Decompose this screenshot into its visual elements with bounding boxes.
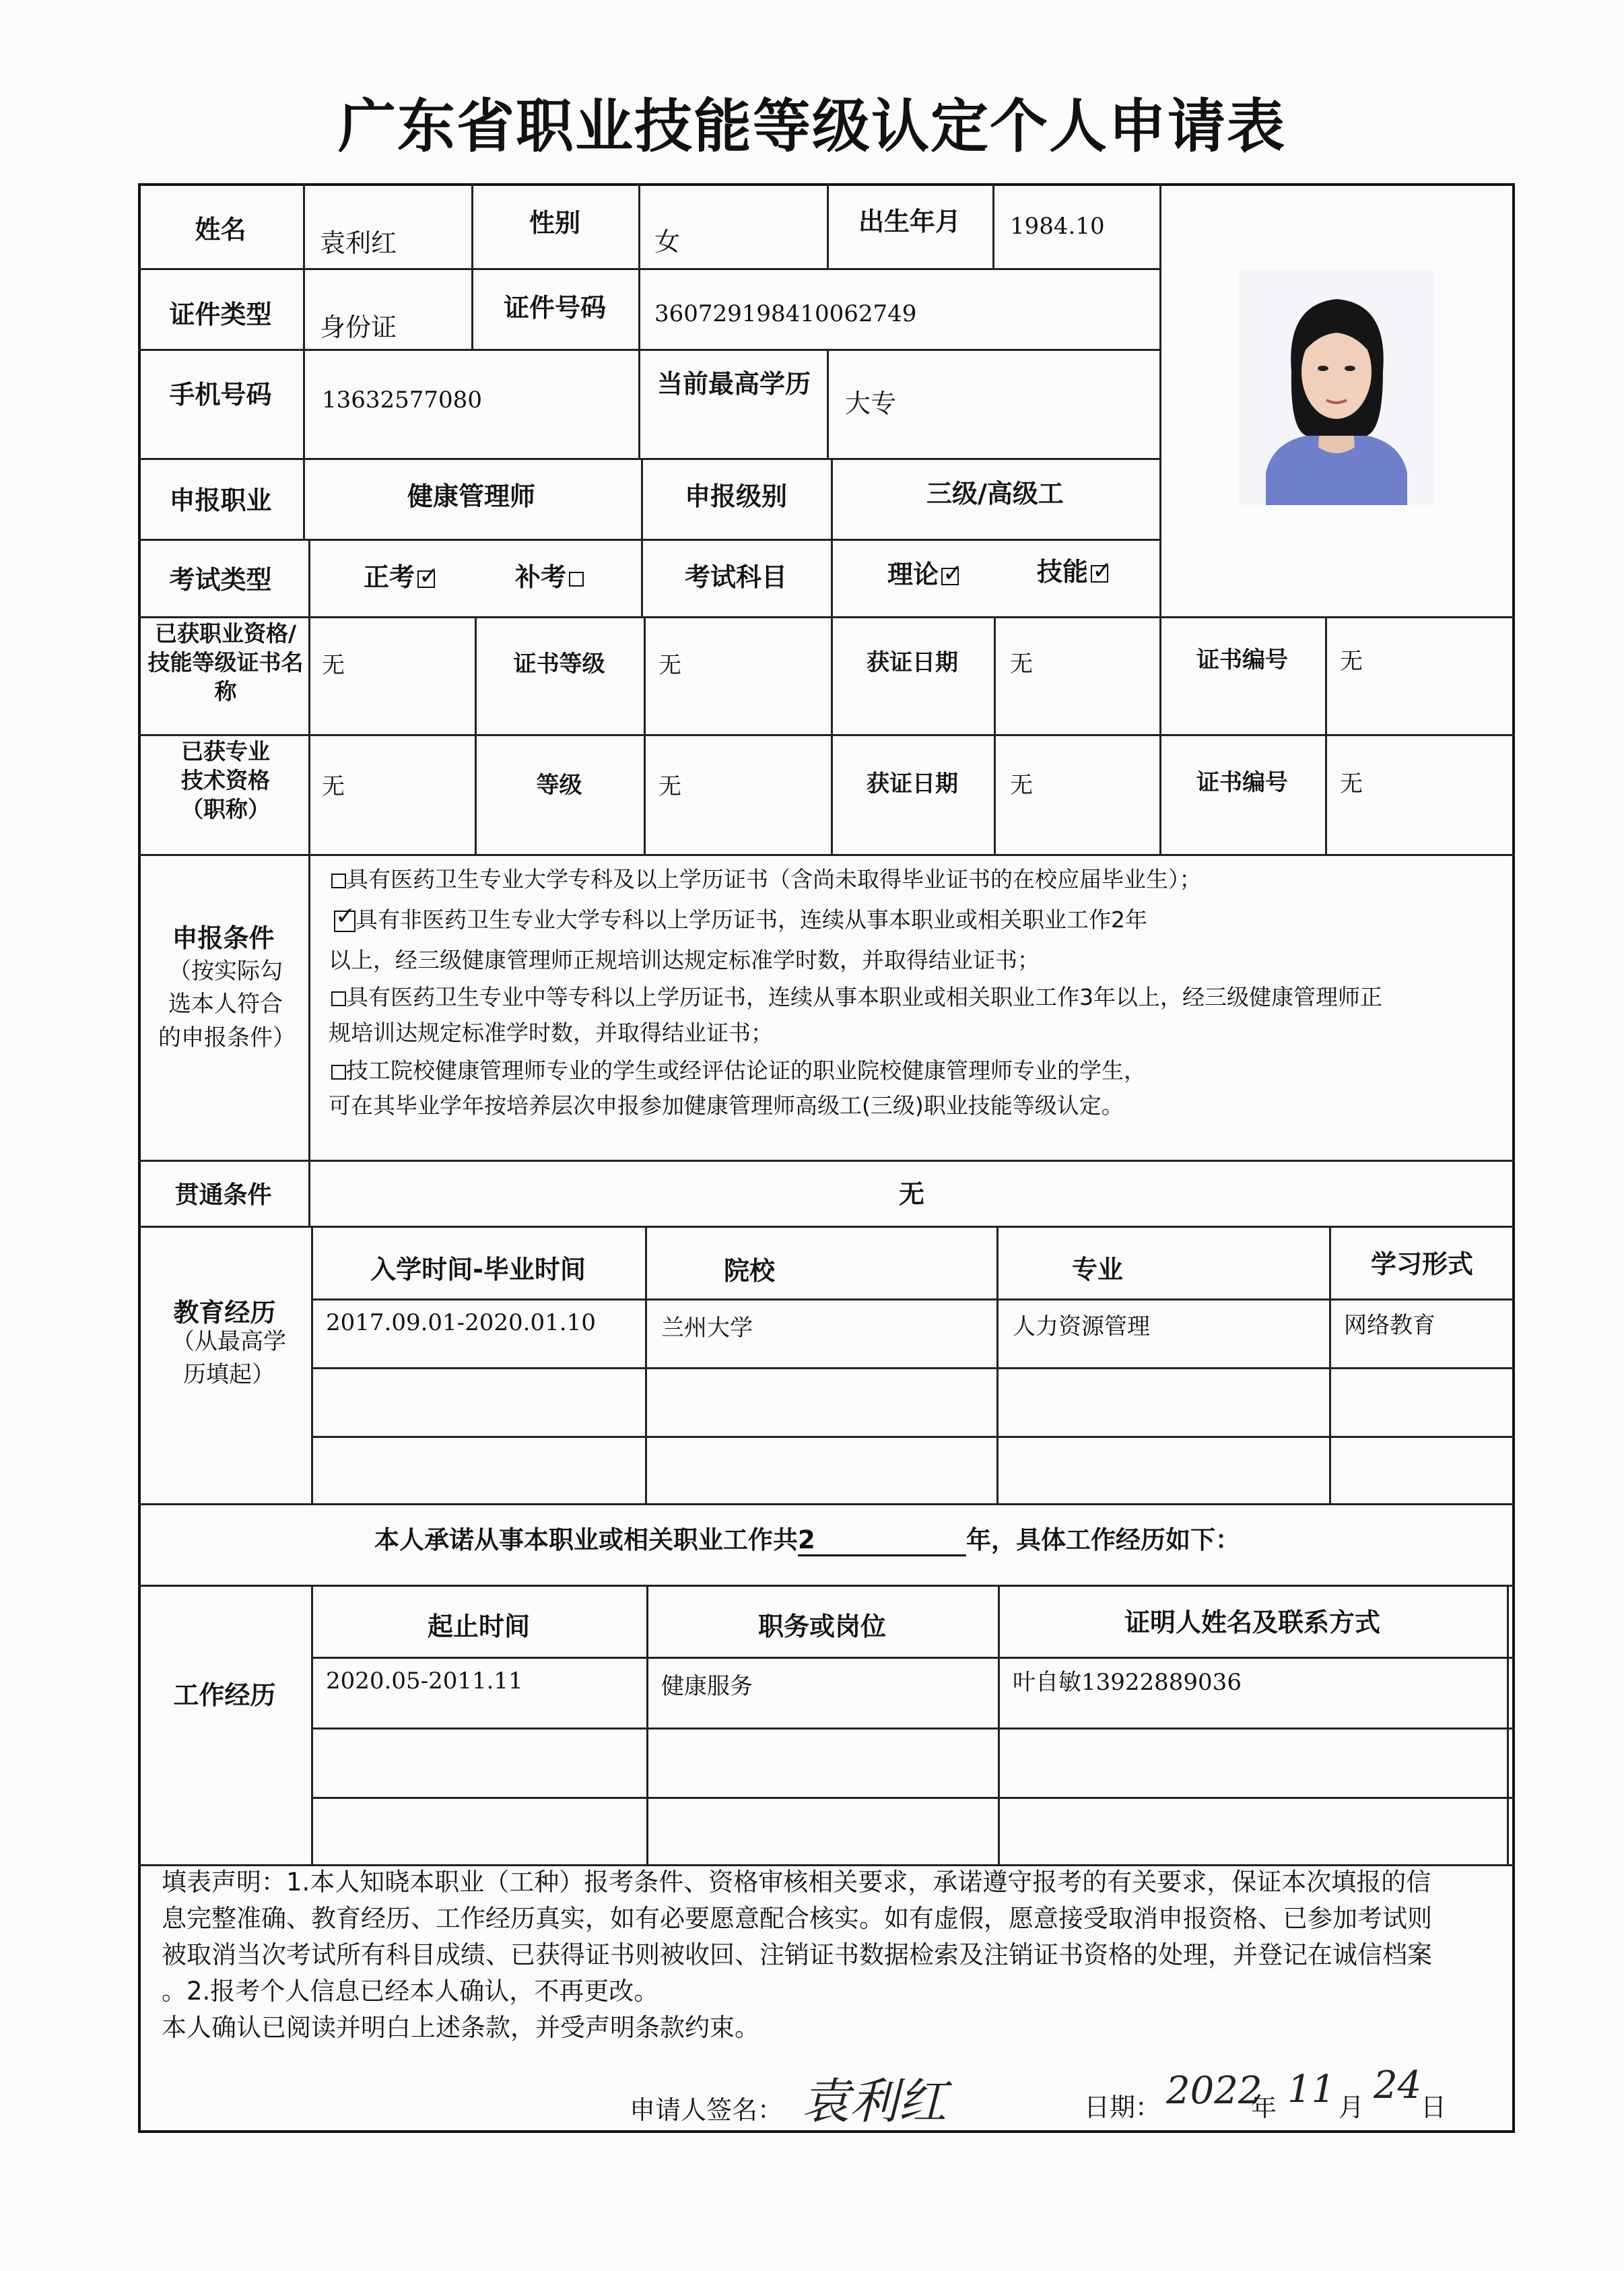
- commitment-years-value: 2: [798, 1525, 815, 1554]
- date-year[interactable]: 2022: [1166, 2069, 1262, 2113]
- existing-cert-grade-label: 证书等级: [513, 651, 605, 678]
- existing-cert-date-label: 获证日期: [867, 649, 958, 676]
- sign-label: 申请人签名：: [630, 2095, 784, 2125]
- existing-cert-value[interactable]: 无: [322, 652, 345, 679]
- existing-title-date-label: 获证日期: [867, 770, 958, 797]
- commitment-prefix: 本人承诺从事本职业或相关职业工作共: [374, 1525, 798, 1554]
- condition-4-text: 技工院校健康管理师专业的学生或经评估论证的职业院校健康管理师专业的学生，: [346, 1057, 1146, 1084]
- work-row-1-position[interactable]: 健康服务: [661, 1673, 753, 1700]
- occupation-label: 申报职业: [169, 486, 272, 515]
- edu-label: 当前最高学历: [656, 369, 811, 399]
- conditions-hint: （按实际勾选本人符合的申报条件）: [158, 958, 296, 1051]
- edu-value[interactable]: 大专: [845, 389, 897, 418]
- education-hint: （从最高学历填起）: [172, 1328, 286, 1389]
- occupation-value[interactable]: 健康管理师: [407, 482, 535, 511]
- education-header-period: 入学时间-毕业时间: [370, 1255, 586, 1284]
- date-day[interactable]: 24: [1374, 2064, 1422, 2107]
- idno-value[interactable]: 360729198410062749: [654, 300, 917, 327]
- work-header-period: 起止时间: [427, 1612, 530, 1641]
- education-label: 教育经历: [173, 1298, 276, 1327]
- exam-regular-text: 正考: [364, 562, 415, 592]
- subject-theory-checkbox[interactable]: [941, 568, 959, 585]
- education-header-school: 院校: [723, 1256, 775, 1286]
- subject-theory-option[interactable]: [887, 554, 959, 591]
- condition-3-cont: 规培训达规定标准学时数，并取得结业证书；: [329, 1020, 773, 1046]
- idtype-value[interactable]: 身份证: [320, 312, 397, 342]
- education-header-mode: 学习形式: [1370, 1249, 1473, 1279]
- declaration-line-4: 。2.报考个人信息已经本人确认，不再更改。: [162, 1977, 659, 2006]
- declaration: [162, 1864, 1501, 2046]
- condition-4-checkbox[interactable]: [331, 1065, 346, 1080]
- date-month[interactable]: 11: [1287, 2068, 1336, 2111]
- subject-skill-option[interactable]: [1037, 551, 1108, 588]
- existing-cert-no-label: 证书编号: [1196, 647, 1288, 673]
- birth-label: 出生年月: [858, 207, 961, 236]
- condition-3-checkbox[interactable]: [331, 991, 346, 1006]
- condition-item-3[interactable]: [329, 980, 1382, 1012]
- birth-value[interactable]: 1984.10: [1010, 213, 1105, 240]
- existing-title-grade-label: 等级: [536, 772, 582, 799]
- education-row-1-school[interactable]: 兰州大学: [661, 1315, 753, 1342]
- education-row-1-major[interactable]: 人力资源管理: [1013, 1313, 1150, 1340]
- phone-value[interactable]: 13632577080: [322, 387, 482, 414]
- subject-skill-checkbox[interactable]: [1091, 565, 1108, 583]
- existing-title-value[interactable]: 无: [322, 773, 345, 800]
- existing-cert-grade[interactable]: 无: [658, 652, 681, 679]
- condition-2-text: 具有非医药卫生专业大学专科以上学历证书，连续从事本职业或相关职业工作2年: [356, 907, 1147, 933]
- condition-1-text: 具有医药卫生专业大学专科及以上学历证书（含尚未取得毕业证书的在校应届毕业生）；: [346, 866, 1202, 892]
- declaration-line-2: 息完整准确、教育经历、工作经历真实，如有必要愿意配合核实。如有虚假，愿意接受取消申报资格、已参加考试则: [162, 1904, 1432, 1933]
- condition-4-cont: 可在其毕业学年按培养层次申报参加健康管理师高级工(三级)职业技能等级认定。: [329, 1092, 1124, 1119]
- condition-item-4[interactable]: [329, 1053, 1146, 1085]
- exam-makeup-text: 补考: [515, 562, 567, 592]
- existing-title-label: 已获专业技术资格（职称）: [181, 738, 270, 822]
- condition-item-1[interactable]: [329, 862, 1202, 894]
- condition-3-text: 具有医药卫生专业中等专科以上学历证书，连续从事本职业或相关职业工作3年以上，经三级健康管理师正: [346, 984, 1382, 1010]
- education-row-1-period[interactable]: 2017.09.01-2020.01.10: [326, 1309, 596, 1336]
- level-label: 申报级别: [684, 482, 787, 511]
- declaration-line-1: 填表声明：1.本人知晓本职业（工种）报考条件、资格审核相关要求，承诺遵守报考的有关要求，保证本次填报的信: [162, 1868, 1431, 1897]
- through-label: 贯通条件: [174, 1181, 272, 1209]
- subject-theory-text: 理论: [887, 560, 939, 589]
- commitment-text: [374, 1519, 1240, 1556]
- exam-regular-checkbox[interactable]: [417, 570, 435, 588]
- existing-cert-no[interactable]: 无: [1340, 648, 1363, 675]
- exam-type-label: 考试类型: [169, 565, 272, 595]
- work-row-1-period[interactable]: 2020.05-2011.11: [326, 1668, 523, 1694]
- existing-title-no[interactable]: 无: [1340, 770, 1363, 797]
- subject-label: 考试科目: [684, 562, 787, 592]
- condition-item-2[interactable]: [331, 902, 1147, 934]
- date-year-unit: 年: [1251, 2093, 1277, 2122]
- form-title: 广东省职业技能等级认定个人申请表: [338, 93, 1286, 160]
- work-row-1-reference[interactable]: 叶自敏13922889036: [1013, 1669, 1242, 1696]
- idno-label: 证件号码: [503, 293, 606, 323]
- exam-makeup-option[interactable]: [515, 556, 584, 593]
- name-value[interactable]: 袁利红: [320, 228, 397, 258]
- work-header-reference: 证明人姓名及联系方式: [1124, 1608, 1380, 1637]
- level-value[interactable]: 三级/高级工: [926, 479, 1064, 508]
- education-row-1-mode[interactable]: 网络教育: [1344, 1312, 1435, 1339]
- existing-title-date[interactable]: 无: [1010, 772, 1033, 799]
- commitment-years[interactable]: [798, 1525, 966, 1556]
- declaration-line-5: 本人确认已阅读并明白上述条款，并受声明条款约束。: [162, 2013, 759, 2042]
- existing-title-grade[interactable]: 无: [658, 773, 681, 800]
- conditions-label: 申报条件: [172, 923, 275, 953]
- applicant-signature[interactable]: 袁利红: [801, 2073, 947, 2130]
- condition-1-checkbox[interactable]: [331, 874, 346, 888]
- gender-label: 性别: [529, 208, 580, 238]
- work-header-position: 职务或岗位: [757, 1612, 886, 1641]
- declaration-line-3: 被取消当次考试所有科目成绩、已获得证书则被收回、注销证书数据检索及注销证书资格的处理，并登记在诚信档案: [162, 1940, 1432, 1969]
- exam-makeup-checkbox[interactable]: [569, 572, 584, 587]
- existing-cert-date[interactable]: 无: [1010, 651, 1033, 678]
- phone-label: 手机号码: [169, 380, 272, 409]
- condition-2-checkbox[interactable]: [334, 911, 356, 932]
- applicant-photo: [1239, 271, 1434, 505]
- through-value[interactable]: 无: [898, 1179, 924, 1209]
- name-label: 姓名: [195, 215, 246, 244]
- exam-regular-option[interactable]: [364, 556, 435, 593]
- work-label: 工作经历: [173, 1680, 276, 1710]
- date-label: 日期：: [1084, 2093, 1161, 2122]
- date-month-unit: 月: [1339, 2093, 1365, 2122]
- subject-skill-text: 技能: [1037, 557, 1089, 587]
- existing-cert-label: 已获职业资格/技能等级证书名称: [147, 620, 304, 704]
- existing-title-no-label: 证书编号: [1196, 769, 1288, 796]
- commitment-suffix: 年，具体工作经历如下：: [966, 1525, 1240, 1554]
- idtype-label: 证件类型: [169, 300, 272, 329]
- date-day-unit: 日: [1421, 2093, 1447, 2122]
- condition-2-cont: 以上，经三级健康管理师正规培训达规定标准学时数，并取得结业证书；: [329, 947, 1040, 973]
- education-header-major: 专业: [1071, 1255, 1123, 1284]
- gender-value[interactable]: 女: [654, 227, 681, 257]
